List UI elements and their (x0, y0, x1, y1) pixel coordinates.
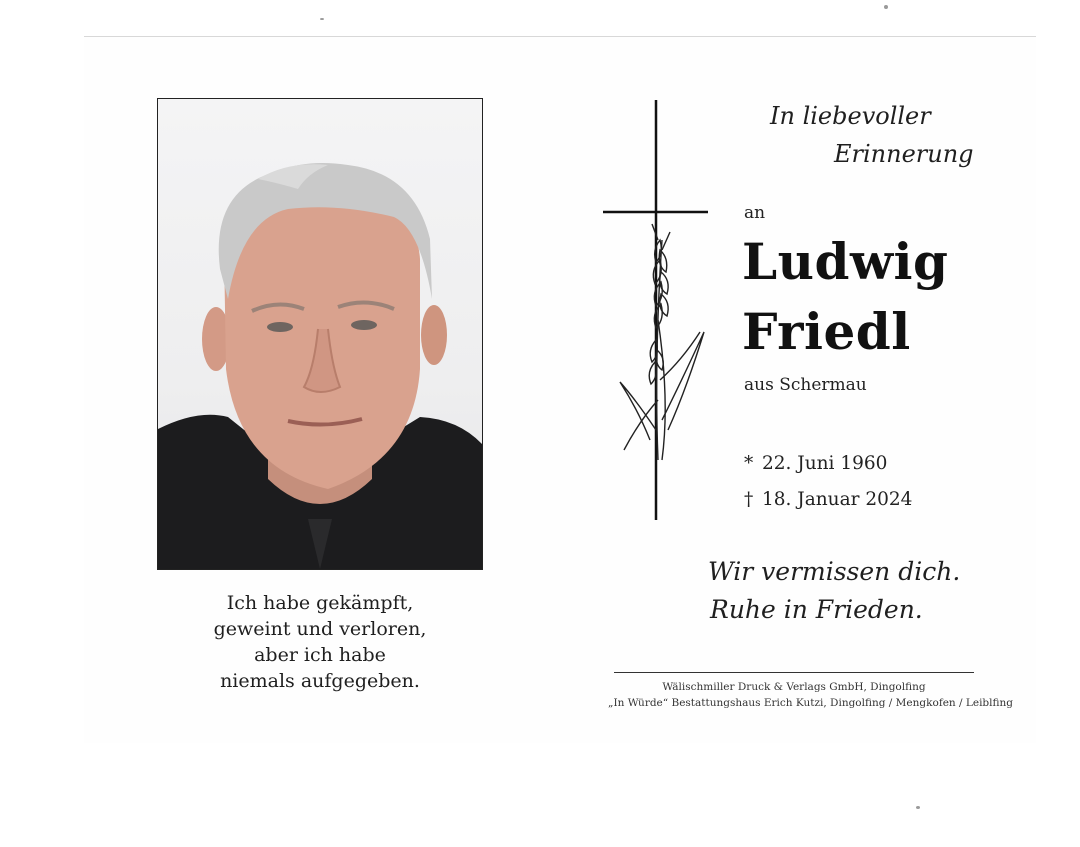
credit-divider (614, 672, 974, 673)
quote-line: niemals aufgegeben. (220, 670, 420, 692)
death-symbol: † (744, 489, 754, 510)
dedication-word: an (744, 203, 766, 223)
portrait-illustration (158, 99, 482, 569)
dust-speck (916, 806, 920, 809)
quote-line: aber ich habe (254, 644, 386, 666)
origin-text: aus Schermau (744, 375, 867, 395)
funeral-home-credit: „In Würde“ Bestattungshaus Erich Kutzi, Dingolfing / Mengkofen / Leiblfing (608, 697, 1014, 709)
dust-speck (884, 5, 888, 9)
first-name: Ludwig (742, 232, 949, 291)
dust-speck (320, 18, 324, 20)
portrait-photo (157, 98, 483, 570)
death-date: 18. Januar 2024 (762, 489, 913, 510)
farewell-line1: Wir vermissen dich. (708, 557, 961, 586)
quote-block (160, 590, 480, 694)
death-date-row (744, 489, 912, 510)
wheat-icon (620, 224, 704, 460)
quote-line: geweint und verloren, (213, 618, 427, 640)
birth-date: 22. Juni 1960 (762, 453, 888, 474)
printer-credit: Wälischmiller Druck & Verlags GmbH, Dingolfing (662, 681, 926, 693)
memory-heading-line2: Erinnerung (834, 140, 974, 168)
quote-line: Ich habe gekämpft, (226, 592, 414, 614)
memory-heading-line1: In liebevoller (770, 102, 931, 130)
birth-date-row (744, 453, 887, 474)
birth-symbol: * (744, 453, 754, 474)
last-name: Friedl (742, 302, 911, 361)
farewell-line2: Ruhe in Frieden. (710, 595, 923, 624)
cross-icon (600, 100, 712, 520)
